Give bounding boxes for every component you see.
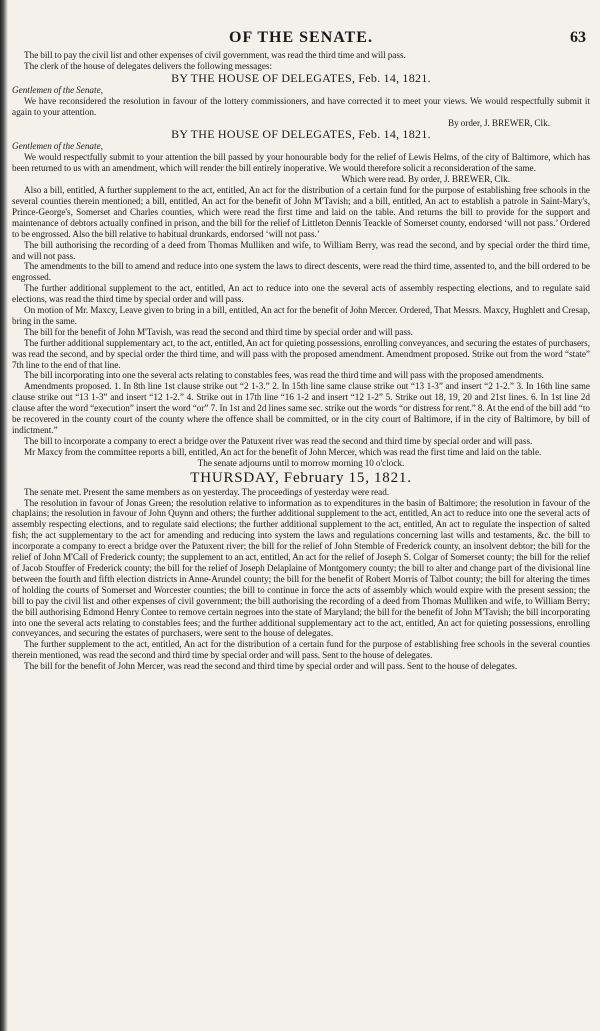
- document-body: [12, 50, 590, 672]
- day-heading: THURSDAY, February 15, 1821.: [190, 469, 412, 486]
- paragraph: Amendments proposed. 1. In 8th line 1st clause strike out “2 1-3.” 2. In 15th line same clause strike out “13 1-3” and insert “2 1-2.” 3. In 16th line same clause strike out “13 1-3” and insert “12 1-2.” 4. Strike out in 17th line “16 1-2 and insert “12 1-2” 5. Strike out 18, 19, 20 and 21st lines. 6. In 1st line 2d clause after the word “execution” insert the word “or” 7. In 1st and 2d lines same sec. strike out the words “or distress for rent.” 8. At the end of the bill add “to be recovered in the county court of the county where the offence shall be committed, or in the city court of Baltimore, if in the city of Baltimore, by bill of indictment.”: [12, 381, 590, 435]
- paragraph: The bill for the benefit of John M'Tavish, was read the second and third time by special order and will pass.: [24, 326, 413, 337]
- salutation: Gentlemen of the Senate,: [12, 84, 103, 95]
- signature-line: Which were read. By order, J. BREWER, Clk.: [341, 174, 510, 185]
- message-heading: BY THE HOUSE OF DELEGATES, Feb. 14, 1821.: [171, 70, 431, 85]
- page-number: 63: [570, 29, 586, 46]
- paragraph: The amendments to the bill to amend and reduce into one system the laws to direct descents, were read the third time, assented to, and the bill ordered to be engrossed.: [12, 261, 590, 283]
- running-header: [12, 26, 590, 50]
- paragraph: On motion of Mr. Maxcy, Leave given to bring in a bill, entitled, An act for the benefit of John Mercer. Ordered, That Messrs. Maxcy, Hughlett and Cresap, bring in the same.: [12, 305, 590, 326]
- paragraph: The senate met. Present the same members as on yesterday. The proceedings of yesterday were read.: [24, 486, 390, 497]
- paragraph: The further supplement to the act, entitled, An act for the distribution of a certain fund for the purpose of establishing free schools in the several counties therein mentioned, was read the second and third time by special order and will pass. Sent to the house of delegates.: [12, 639, 590, 661]
- message-heading: BY THE HOUSE OF DELEGATES, Feb. 14, 1821.: [171, 127, 431, 142]
- paragraph: The bill authorising the recording of a deed from Thomas Mulliken and wife, to William Berry, was read the second, and by special order the third time, and will not pass.: [12, 239, 590, 261]
- paragraph: The resolution in favour of Jonas Green; the resolution relative to information as to expenditures in the basin of Baltimore; the resolution in favour of the chaplains; the resolution in favour of John Quynn and others; the further additional supplement to the act, entitled, An act to reduce into one the several acts of assembly respecting elections, and to regulate said elections; the further additional supplement to the act, entitled, An act to regulate the inspection of salted fish; the act supplementary to the act for amending and reducing into system the laws and regulations concerning last wills and testaments, &c. the bill to incorporate a company to erect a bridge over the Patuxent river; the bill for the relief of John Stemble of Frederick county, an insolvent debtor; the bill for the relief of John M'Call of Frederick county; the supplement to an act, entitled, An act for the relief of Joseph S. Colgar of Somerset county; the bill for the relief of Jacob Stouffer of Frederick county; the bill for the relief of Joseph Delaplaine of Montgomery county; the bill to alter and change part of the divisional line between the fourth and fifth election districts in Anne-Arundel county; the bill for the benefit of Robert Morris of Talbot county; the bill for altering the times of holding the courts of Somerset and Worcester counties; the bill to continue in force the acts of assembly which would expire with the present session; the bill to pay the civil list and other expenses of civil government; the bill authorising the recording of a deed from Thomas Mulliken and wife, to William Berry; the bill authorising Edmond Henry Contee to remove certain negroes into the state of Maryland; the bill for the benefit of John M'Tavish; the bill incorporating into one the several acts relating to constables fees; and the further additional supplementary act to the act, entitled, An act for quieting possessions, enrolling conveyances, and securing the estates of purchasers, were sent to the house of delegates.: [12, 497, 590, 639]
- paragraph: The clerk of the house of delegates delivers the following messages:: [24, 60, 273, 71]
- paragraph: Also a bill, entitled, A further supplement to the act, entitled, An act for the distribution of a certain fund for the purpose of establishing free schools in the several counties therein mentioned; a bill, entitled, An act for the benefit of John M'Tavish; and a bill, entitled, An act to establish a patrole in Saint-Mary's, Prince-George's, Somerset and Charles counties, which were read the first time and laid on the table. And returns the bill to provide for the support and maintenance of debtors actually confined in prison, and the bill for the relief of Littleton Dennis Teackle of Somerset county, endorsed ‘will not pass.’ Ordered to be engrossed. Also the bill relative to habitual drunkards, endorsed ‘will not pass.’: [12, 185, 590, 239]
- paragraph: We have reconsidered the resolution in favour of the lottery commissioners, and have corrected it to meet your views. We would respectfully submit it again to your attention.: [12, 95, 590, 117]
- paragraph: The bill to pay the civil list and other expenses of civil government, was read the third time and will pass.: [24, 50, 406, 60]
- paragraph: The further additional supplementary act, to the act, entitled, An act for quieting possessions, enrolling conveyances, and securing the estates of purchasers, was read the second, and by special order the third time, and will pass with the proposed amendment. Amendment proposed. Strike out from the word “state” 7th line to the end of that line.: [12, 337, 590, 370]
- paragraph: Mr Maxcy from the committee reports a bill, entitled, An act for the benefit of John Mercer, which was read the first time and laid on the table.: [24, 446, 542, 457]
- paragraph: The bill for the benefit of John Mercer, was read the second and third time by special order and will pass. Sent to the house of delegates.: [24, 661, 518, 672]
- paragraph: The bill to incorporate a company to erect a bridge over the Patuxent river was read the second and third time by special order and will pass.: [24, 435, 533, 446]
- paragraph: The bill incorporating into one the several acts relating to constables fees, was read the third time and will pass with the proposed amendments.: [24, 370, 544, 381]
- adjournment-line: The senate adjourns until to morrow morning 10 o'clock.: [197, 457, 405, 468]
- paragraph: We would respectfully submit to your attention the bill passed by your honourable body for the relief of Lewis Helms, of the city of Baltimore, which has been returned to us with an amendment, which will render the bill entirely inoperative. We would therefore solicit a reconsideration of the same.: [12, 152, 590, 174]
- signature-line: By order, J. BREWER, Clk.: [447, 117, 550, 128]
- paragraph: The further additional supplement to the act, entitled, An act to reduce into one the several acts of assembly respecting elections, and to regulate said elections, was read the third time by special order and will pass.: [12, 283, 590, 305]
- salutation: Gentlemen of the Senate,: [12, 141, 103, 152]
- page-header-title: OF THE SENATE.: [229, 29, 373, 46]
